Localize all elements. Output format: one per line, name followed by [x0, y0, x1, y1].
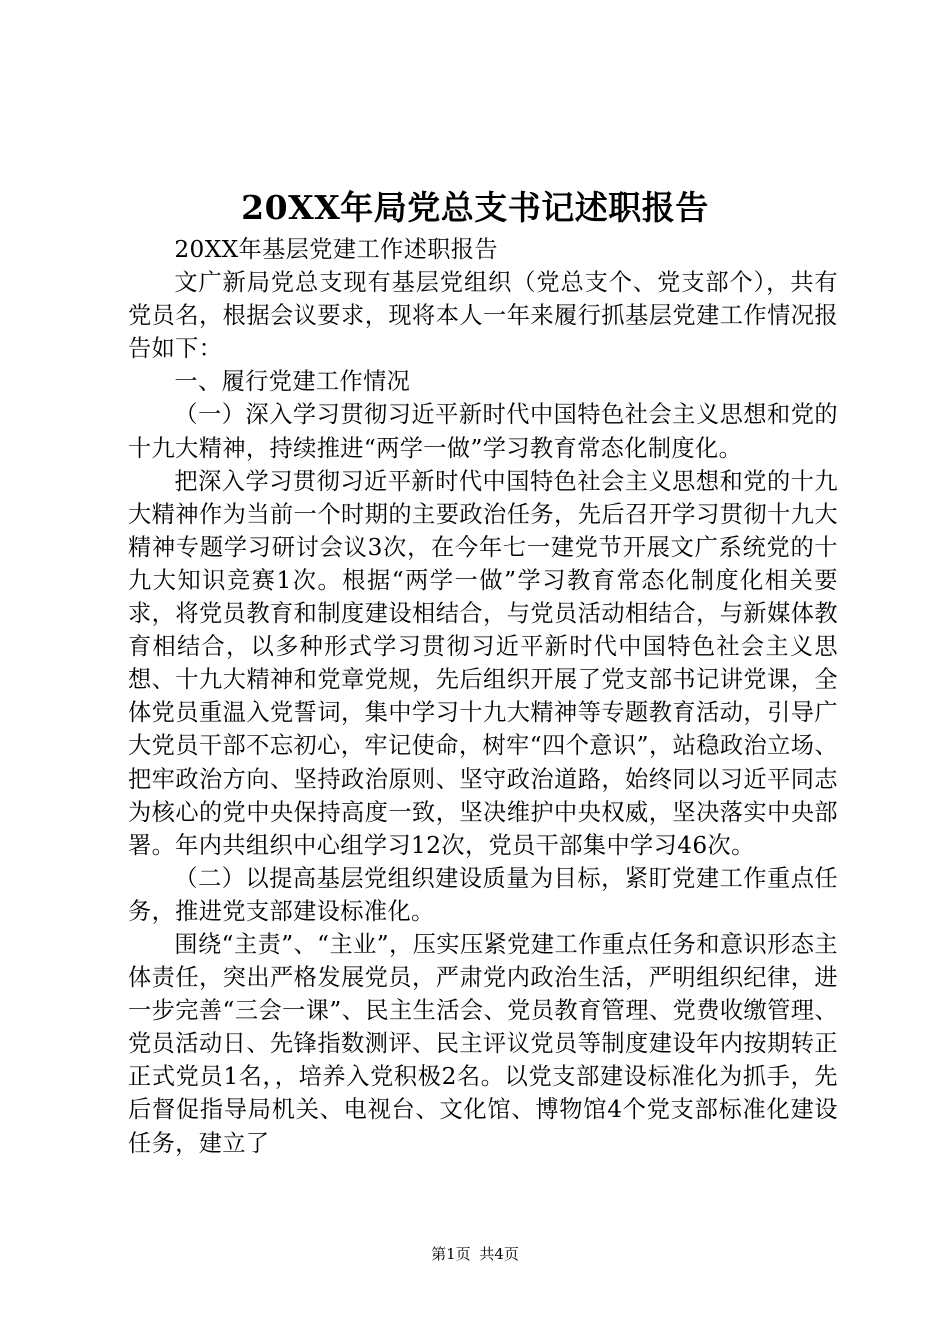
- paragraph-section-heading: 一、履行党建工作情况: [174, 368, 411, 396]
- paragraph-body-1: 把深入学习贯彻习近平新时代中国特色社会主义思想和党的十九大精神作为当前一个时期的主要政治任务，先后召开学习贯彻十九大精神专题学习研讨会议3次，在今年七一建党节开展文广系统党的十九大知识竞赛1次。根据“两学一做”学习教育常态化制度化相关要求，将党员教育和制度建设相结合，与党员活动相结合，与新媒体教育相结合，以多种形式学习贯彻习近平新时代中国特色社会主义思想、十九大精神和党章党规，先后组织开展了党支部书记讲党课，全体党员重温入党誓词，集中学习十九大精神等专题教育活动，引导广大党员干部不忘初心，牢记使命，树牢“四个意识”，站稳政治立场、把牢政治方向、坚持政治原则、坚守政治道路，始终同以习近平同志为核心的党中央保持高度一致，坚决维护中央权威，坚决落实中央部署。年内共组织中心组学习12次，党员干部集中学习46次。: [128, 467, 838, 859]
- page-footer: [0, 1244, 950, 1264]
- document-title: 20XX年局党总支书记述职报告: [241, 188, 709, 227]
- paragraph-intro: 文广新局党总支现有基层党组织（党总支个、党支部个），共有党员名，根据会议要求，现将本人一年来履行抓基层党建工作情况报告如下：: [128, 269, 838, 363]
- paragraph-subtitle: 20XX年基层党建工作述职报告: [174, 236, 498, 263]
- page-total: 共4页: [479, 1245, 519, 1263]
- paragraph-body-2: 围绕“主责”、“主业”，压实压紧党建工作重点任务和意识形态主体责任，突出严格发展党员，严肃党内政治生活，严明组织纪律，进一步完善“三会一课”、民主生活会、党员教育管理、党费收缴管理、党员活动日、先锋指数测评、民主评议党员等制度建设年内按期转正正式党员1名，，培养入党积极2名。以党支部建设标准化为抓手，先后督促指导局机关、电视台、文化馆、博物馆4个党支部标准化建设任务，建立了: [128, 930, 838, 1157]
- paragraph-subsection-2: （二）以提高基层党组织建设质量为目标，紧盯党建工作重点任务，推进党支部建设标准化。: [128, 864, 838, 925]
- page-number: 第1页: [431, 1245, 471, 1263]
- paragraph-subsection-1: （一）深入学习贯彻习近平新时代中国特色社会主义思想和党的十九大精神，持续推进“两学一做”学习教育常态化制度化。: [128, 401, 838, 462]
- document-body: [128, 233, 838, 1160]
